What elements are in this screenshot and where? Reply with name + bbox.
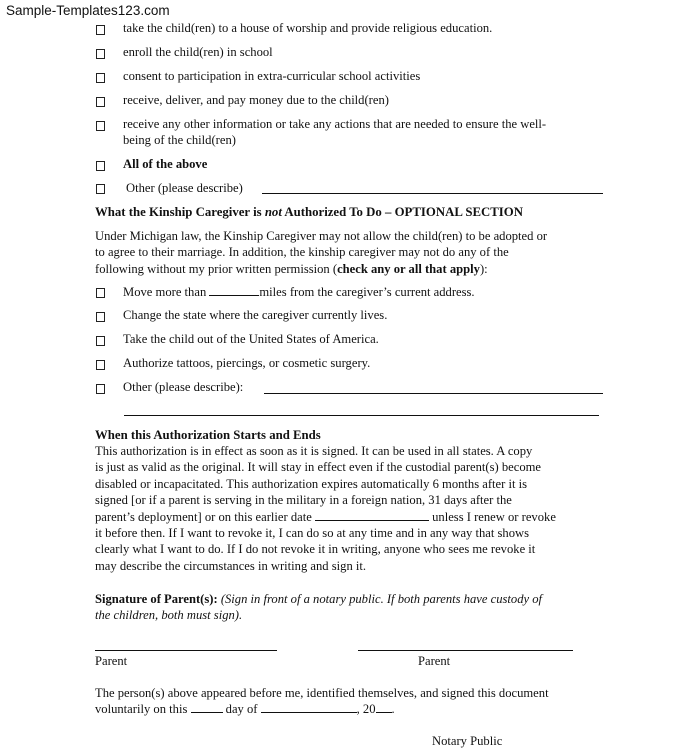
checkbox-other[interactable] — [96, 184, 105, 194]
notary-text: , 20 — [356, 702, 376, 717]
signature-instructions — [95, 591, 542, 624]
checkbox-enroll[interactable] — [96, 49, 105, 59]
checkbox-other-info[interactable] — [96, 121, 105, 131]
not-authorized-item-tattoos: Authorize tattoos, piercings, or cosmetic surgery. — [123, 356, 371, 370]
signature-line-1 — [95, 591, 542, 607]
section-heading-duration: When this Authorization Starts and Ends — [95, 428, 321, 442]
notary-text: day of — [222, 702, 261, 717]
checkbox-other-not-authorized[interactable] — [96, 384, 105, 394]
checkbox-money[interactable] — [96, 97, 105, 107]
paragraph-line: This authorization is in effect as soon as it is signed. It can be used in all states. A copy — [95, 444, 533, 458]
duration-paragraph — [95, 443, 556, 574]
other-describe-field[interactable] — [262, 193, 603, 194]
miles-field[interactable] — [209, 284, 259, 296]
intro-text: following without my prior written permission ( — [95, 261, 338, 276]
checkbox-extracurricular[interactable] — [96, 73, 105, 83]
parent-label-2: Parent — [418, 654, 451, 668]
earlier-date-field[interactable] — [315, 509, 429, 521]
checkbox-tattoos[interactable] — [96, 360, 105, 370]
paragraph-line: it before then. If I want to revoke it, I can do so at any time and in any way that shows — [95, 526, 530, 541]
watermark: Sample-Templates123.com — [6, 3, 170, 18]
notary-text: . — [391, 702, 395, 717]
authorized-item-money: receive, deliver, and pay money due to the child(ren) — [123, 93, 389, 107]
authorized-item-other-info-line1: receive any other information or take any actions that are needed to ensure the well- — [123, 117, 547, 131]
notary-line — [95, 701, 549, 717]
checkbox-move[interactable] — [96, 288, 105, 298]
parent-signature-field-1[interactable] — [95, 650, 277, 651]
paragraph-text: parent’s deployment] or on this earlier date — [95, 509, 315, 524]
intro-line: Under Michigan law, the Kinship Caregiver may not allow the child(ren) to be adopted or — [95, 229, 548, 243]
day-field[interactable] — [191, 701, 223, 713]
checkbox-all-above[interactable] — [96, 161, 105, 171]
heading-text: Authorized To Do – OPTIONAL SECTION — [281, 205, 523, 219]
authorized-item-other: Other (please describe) — [126, 181, 243, 195]
year-field[interactable] — [376, 701, 392, 713]
not-authorized-item-move — [123, 284, 475, 300]
checkbox-worship[interactable] — [96, 25, 105, 35]
other-not-authorized-field-2[interactable] — [124, 415, 599, 416]
paragraph-line: clearly what I want to do. If I do not revoke it in writing, anyone who sees me revoke it — [95, 542, 536, 557]
intro-line — [95, 261, 547, 277]
parent-label-1: Parent — [95, 654, 128, 668]
intro-text: ): — [479, 261, 488, 276]
paragraph-line: signed [or if a parent is serving in the military in a foreign nation, 31 days after the — [95, 493, 512, 508]
other-not-authorized-field-1[interactable] — [264, 393, 603, 394]
month-field[interactable] — [261, 701, 357, 713]
checkbox-leave-country[interactable] — [96, 336, 105, 346]
not-authorized-item-leave-country: Take the child out of the United States of America. — [123, 332, 379, 346]
authorized-item-all-above: All of the above — [123, 157, 208, 171]
section-heading-not-authorized — [95, 205, 523, 220]
item-text: Move more than — [123, 285, 210, 299]
signature-note: (Sign in front of a notary public. If both parents have custody of — [217, 592, 543, 606]
signature-heading: Signature of Parent(s): — [95, 592, 218, 606]
not-authorized-item-change-state: Change the state where the caregiver currently lives. — [123, 308, 388, 322]
paragraph-line: is just as valid as the original. It will stay in effect even if the custodial parent(s) become — [95, 460, 542, 475]
authorized-item-worship: take the child(ren) to a house of worship and provide religious education. — [123, 21, 493, 35]
heading-text: What the Kinship Caregiver is — [95, 205, 265, 219]
intro-bold: check any or all that apply — [337, 261, 480, 276]
signature-note: the children, both must sign). — [95, 608, 243, 623]
authorized-item-enroll: enroll the child(ren) in school — [123, 45, 273, 59]
authorized-item-other-info-line2: being of the child(ren) — [123, 133, 236, 147]
paragraph-line: disabled or incapacitated. This authorization expires automatically 6 months after it is — [95, 476, 528, 491]
parent-signature-field-2[interactable] — [358, 650, 573, 651]
item-text: miles from the caregiver’s current address. — [259, 285, 475, 299]
paragraph-text: unless I renew or revoke — [428, 509, 556, 524]
paragraph-line: may describe the circumstances in writing and sign it. — [95, 558, 367, 573]
intro-line: to agree to their marriage. In addition, the kinship caregiver may not do any of the — [95, 245, 509, 260]
notary-text: voluntarily on this — [95, 702, 191, 717]
checkbox-change-state[interactable] — [96, 312, 105, 322]
notary-public-label: Notary Public — [432, 734, 503, 748]
heading-emphasis: not — [264, 205, 282, 219]
not-authorized-item-other: Other (please describe): — [123, 380, 244, 394]
notary-statement — [95, 685, 549, 718]
paragraph-line — [95, 509, 556, 525]
not-authorized-intro — [95, 228, 547, 277]
notary-line: The person(s) above appeared before me, identified themselves, and signed this document — [95, 686, 549, 700]
authorized-item-extracurricular: consent to participation in extra-curricular school activities — [123, 69, 421, 83]
